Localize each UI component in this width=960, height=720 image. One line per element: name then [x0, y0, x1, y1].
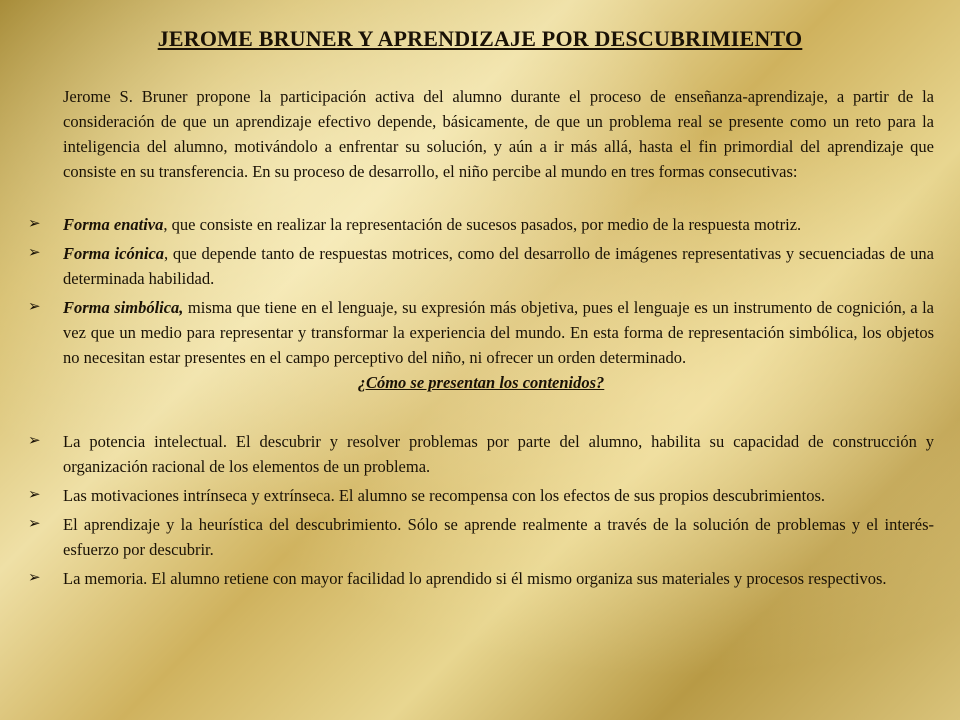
list-item [28, 566, 934, 591]
list-item [28, 483, 934, 508]
list-item [28, 212, 934, 237]
forms-list [28, 212, 934, 370]
arrow-bullet-icon: ➢ [28, 299, 41, 315]
list-item [28, 241, 934, 291]
content-text: La potencia intelectual. El descubrir y resolver problemas por parte del alumno, habilita su capacidad de construcción y organización racional de los elementos de un problema. [63, 432, 934, 476]
arrow-bullet-icon: ➢ [28, 433, 41, 449]
slide-title: JEROME BRUNER Y APRENDIZAJE POR DESCUBRIMIENTO [157, 26, 803, 51]
arrow-bullet-icon: ➢ [28, 487, 41, 503]
slide-content [28, 84, 934, 595]
arrow-bullet-icon: ➢ [28, 216, 41, 232]
content-text: El aprendizaje y la heurística del descubrimiento. Sólo se aprende realmente a través de la solución de problemas y el interés-esfuerzo por descubrir. [63, 515, 934, 559]
contents-list [28, 429, 934, 591]
list-item [28, 429, 934, 479]
content-text: Las motivaciones intrínseca y extrínseca. El alumno se recompensa con los efectos de sus propios descubrimientos. [63, 486, 825, 505]
form-text: misma que tiene en el lenguaje, su expresión más objetiva, pues el lenguaje es un instrumento de cognición, a la vez que un medio para representar y transformar la experiencia del mundo. En esta forma de representación simbólica, los objetos no necesitan estar presentes en el campo perceptivo del niño, ni ofrecer un orden determinado. [63, 298, 934, 367]
arrow-bullet-icon: ➢ [28, 245, 41, 261]
form-term: Forma enativa [63, 215, 164, 234]
form-text: , que consiste en realizar la representación de sucesos pasados, por medio de la respuesta motriz. [163, 215, 802, 234]
form-term: Forma simbólica, [63, 298, 184, 317]
list-item [28, 295, 934, 370]
list-item [28, 512, 934, 562]
form-text: , que depende tanto de respuestas motrices, como del desarrollo de imágenes representativas y secuenciadas de una determinada habilidad. [63, 244, 934, 288]
arrow-bullet-icon: ➢ [28, 516, 41, 532]
intro-paragraph: Jerome S. Bruner propone la participación activa del alumno durante el proceso de enseñanza-aprendizaje, a partir de la consideración de que un aprendizaje efectivo depende, básicamente, de que un problema real se presente como un reto para la inteligencia del alumno, motivándolo a enfrentar su solución, y aún a ir más allá, hasta el fin primordial del aprendizaje que consiste en su transferencia. En su proceso de desarrollo, el niño percibe al mundo en tres formas consecutivas: [63, 87, 934, 181]
form-term: Forma icónica [63, 244, 165, 263]
content-text: La memoria. El alumno retiene con mayor facilidad lo aprendido si él mismo organiza sus materiales y procesos respectivos. [63, 569, 887, 588]
arrow-bullet-icon: ➢ [28, 570, 41, 586]
section-subheading: ¿Cómo se presentan los contenidos? [357, 373, 605, 392]
